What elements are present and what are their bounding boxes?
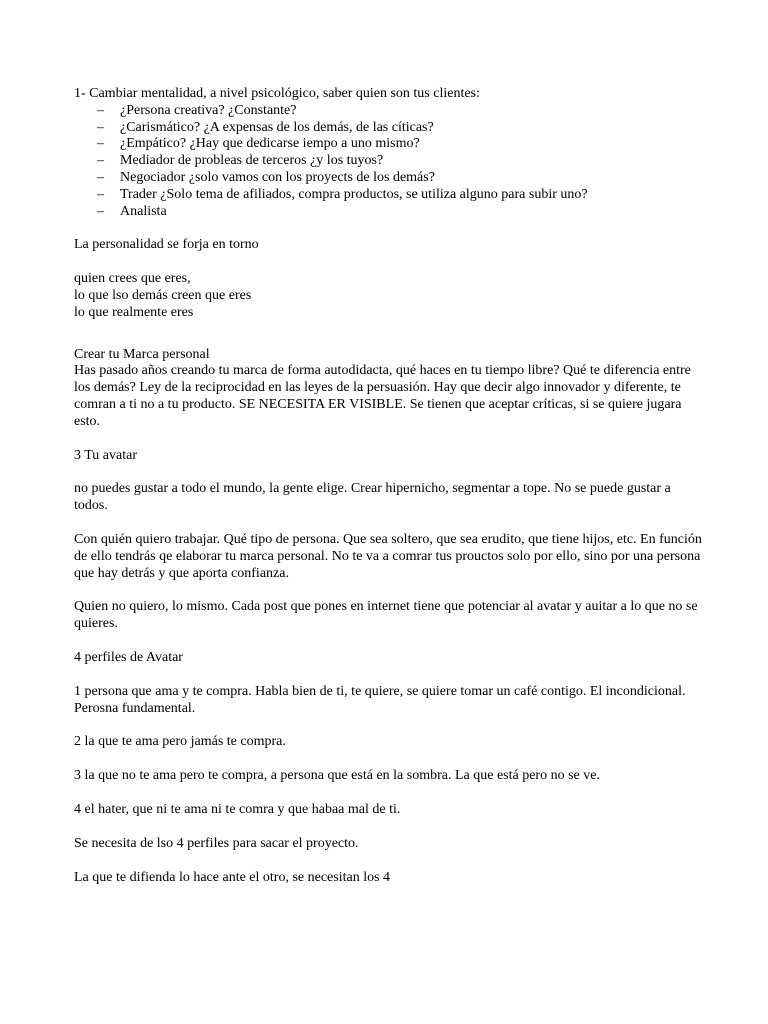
perfiles-paragraph-5: Se necesita de lso 4 perfiles para sacar el proyecto. (74, 835, 359, 851)
avatar-paragraph-3: Quien no quiero, lo mismo. Cada post que pones en internet tiene que potenciar al avatar y auitar a lo que no se quieres. (74, 599, 698, 632)
perfiles-paragraph-6: La que te difienda lo hace ante el otro, se necesitan los 4 (74, 869, 391, 885)
bullet-dash: – (97, 136, 104, 152)
perfiles-paragraph-1: 1 persona que ama y te compra. Habla bien de ti, te quiere, se quiere tomar un café contigo. El incondicional. Perosna fundamental. (74, 683, 686, 716)
avatar-paragraph-1: no puedes gustar a todo el mundo, la gente elige. Crear hipernicho, segmentar a tope. No se puede gustar a todos. (74, 481, 671, 514)
list-item (74, 120, 704, 137)
avatar-title: 3 Tu avatar (74, 447, 137, 463)
list-item-text: ¿Persona creativa? ¿Constante? (120, 102, 297, 118)
document-page (74, 86, 704, 903)
personality-line-1: quien crees que eres, (74, 271, 191, 287)
personality-intro: La personalidad se forja en torno (74, 237, 259, 253)
list-item-text: Mediador de probleas de terceros ¿y los tuyos? (120, 153, 384, 169)
bullet-dash: – (97, 102, 104, 118)
section1-heading: 1- Cambiar mentalidad, a nivel psicológico, saber quien son tus clientes: (74, 86, 480, 101)
list-item-text: ¿Carismático? ¿A expensas de los demás, de las cíticas? (120, 119, 434, 135)
list-item-text: ¿Empático? ¿Hay que dedicarse iempo a uno mismo? (120, 136, 420, 152)
list-item-text: Trader ¿Solo tema de afiliados, compra productos, se utiliza alguno para subir uno? (120, 186, 588, 202)
bullet-dash: – (97, 203, 104, 219)
list-item (74, 187, 704, 204)
list-item (74, 170, 704, 187)
spacer (74, 322, 704, 347)
bullet-dash: – (97, 169, 104, 185)
list-item (74, 136, 704, 153)
personality-line-2: lo que lso demás creen que eres (74, 287, 252, 303)
list-item (74, 103, 704, 120)
section1-bullet-list (74, 103, 704, 221)
list-item-text: Analista (120, 203, 167, 219)
bullet-dash: – (97, 153, 104, 169)
list-item-text: Negociador ¿solo vamos con los proyects de los demás? (120, 169, 435, 185)
list-item (74, 204, 704, 221)
marca-body: Has pasado años creando tu marca de forma autodidacta, qué haces en tu tiempo libre? Qué te diferencia entre los demás? Ley de la reciprocidad en las leyes de la persuasión. Hay que decir algo innovador y diferente, te comran a ti no a tu producto. SE NECESITA ER VISIBLE. Se tienen que aceptar críticas, si se quiere jugara esto. (74, 363, 691, 429)
perfiles-paragraph-2: 2 la que te ama pero jamás te compra. (74, 734, 286, 750)
bullet-dash: – (97, 186, 104, 202)
perfiles-title: 4 perfiles de Avatar (74, 649, 183, 665)
perfiles-paragraph-3: 3 la que no te ama pero te compra, a persona que está en la sombra. La que está pero no se ve. (74, 768, 600, 784)
marca-title: Crear tu Marca personal (74, 346, 210, 362)
avatar-paragraph-2: Con quién quiero trabajar. Qué tipo de persona. Que sea soltero, que sea erudito, que tiene hijos, etc. En función de ello tendrás qe elaborar tu marca personal. No te va a comrar tus prouctos solo por ello, sino por una persona que hay detrás y que aporta confianza. (74, 531, 702, 581)
list-item (74, 153, 704, 170)
bullet-dash: – (97, 119, 104, 135)
personality-line-3: lo que realmente eres (74, 304, 194, 320)
perfiles-paragraph-4: 4 el hater, que ni te ama ni te comra y que habaa mal de ti. (74, 801, 401, 817)
